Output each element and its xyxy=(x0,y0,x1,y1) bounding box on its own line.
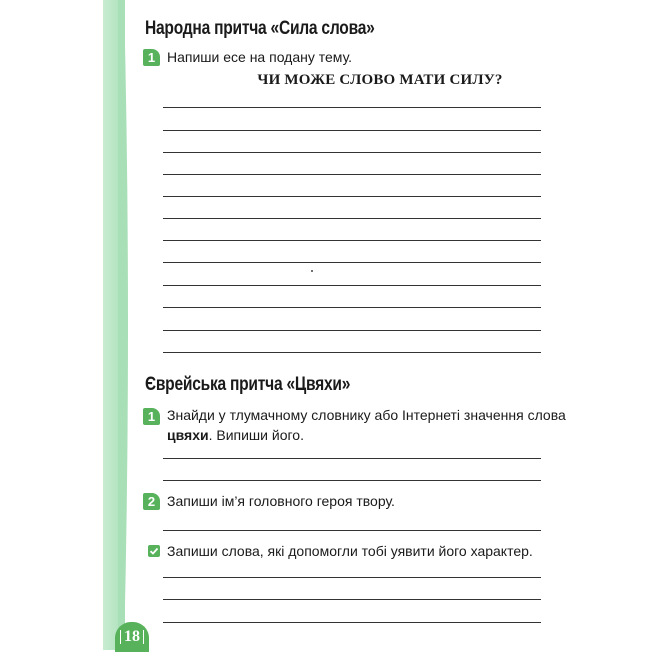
writing-line xyxy=(163,240,541,241)
task-number-badge: 2 xyxy=(143,493,160,510)
task-number-badge: 1 xyxy=(143,49,160,66)
writing-line xyxy=(163,577,541,578)
task-instruction xyxy=(167,405,566,445)
writing-line xyxy=(163,174,541,175)
task-number-badge: 1 xyxy=(143,408,160,425)
writing-line xyxy=(163,196,541,197)
section-title-nails: Єврейська притча «Цвяхи» xyxy=(145,374,351,395)
task-instruction: Напиши есе на подану тему. xyxy=(167,49,353,65)
writing-line xyxy=(163,285,541,286)
writing-line xyxy=(163,218,541,219)
writing-line xyxy=(163,107,541,108)
writing-line xyxy=(163,330,541,331)
writing-line xyxy=(163,599,541,600)
essay-topic-heading: ЧИ МОЖЕ СЛОВО МАТИ СИЛУ? xyxy=(257,72,503,88)
writing-line xyxy=(163,530,541,531)
writing-line xyxy=(163,307,541,308)
decorative-green-curve xyxy=(118,0,132,650)
task-instruction-line2: . Випиши його. xyxy=(208,427,304,443)
task-instruction-line1: Знайди у тлумачному словнику або Інтернеті значення слова xyxy=(167,407,566,423)
writing-line xyxy=(163,152,541,153)
task-instruction: Запиши слова, які допомогли тобі уявити його характер. xyxy=(167,543,533,559)
section-title-power-of-word: Народна притча «Сила слова» xyxy=(145,18,375,39)
writing-line xyxy=(163,622,541,623)
writing-line xyxy=(163,352,541,353)
page-number: 18 xyxy=(120,630,144,644)
check-icon xyxy=(148,545,160,557)
stray-dot xyxy=(311,270,313,272)
writing-line xyxy=(163,262,541,263)
task-instruction: Запиши ім’я головного героя твору. xyxy=(167,493,395,509)
writing-line xyxy=(163,480,541,481)
page-number-badge xyxy=(115,622,149,652)
writing-line xyxy=(163,130,541,131)
writing-line xyxy=(163,458,541,459)
task-keyword: цвяхи xyxy=(167,427,209,443)
